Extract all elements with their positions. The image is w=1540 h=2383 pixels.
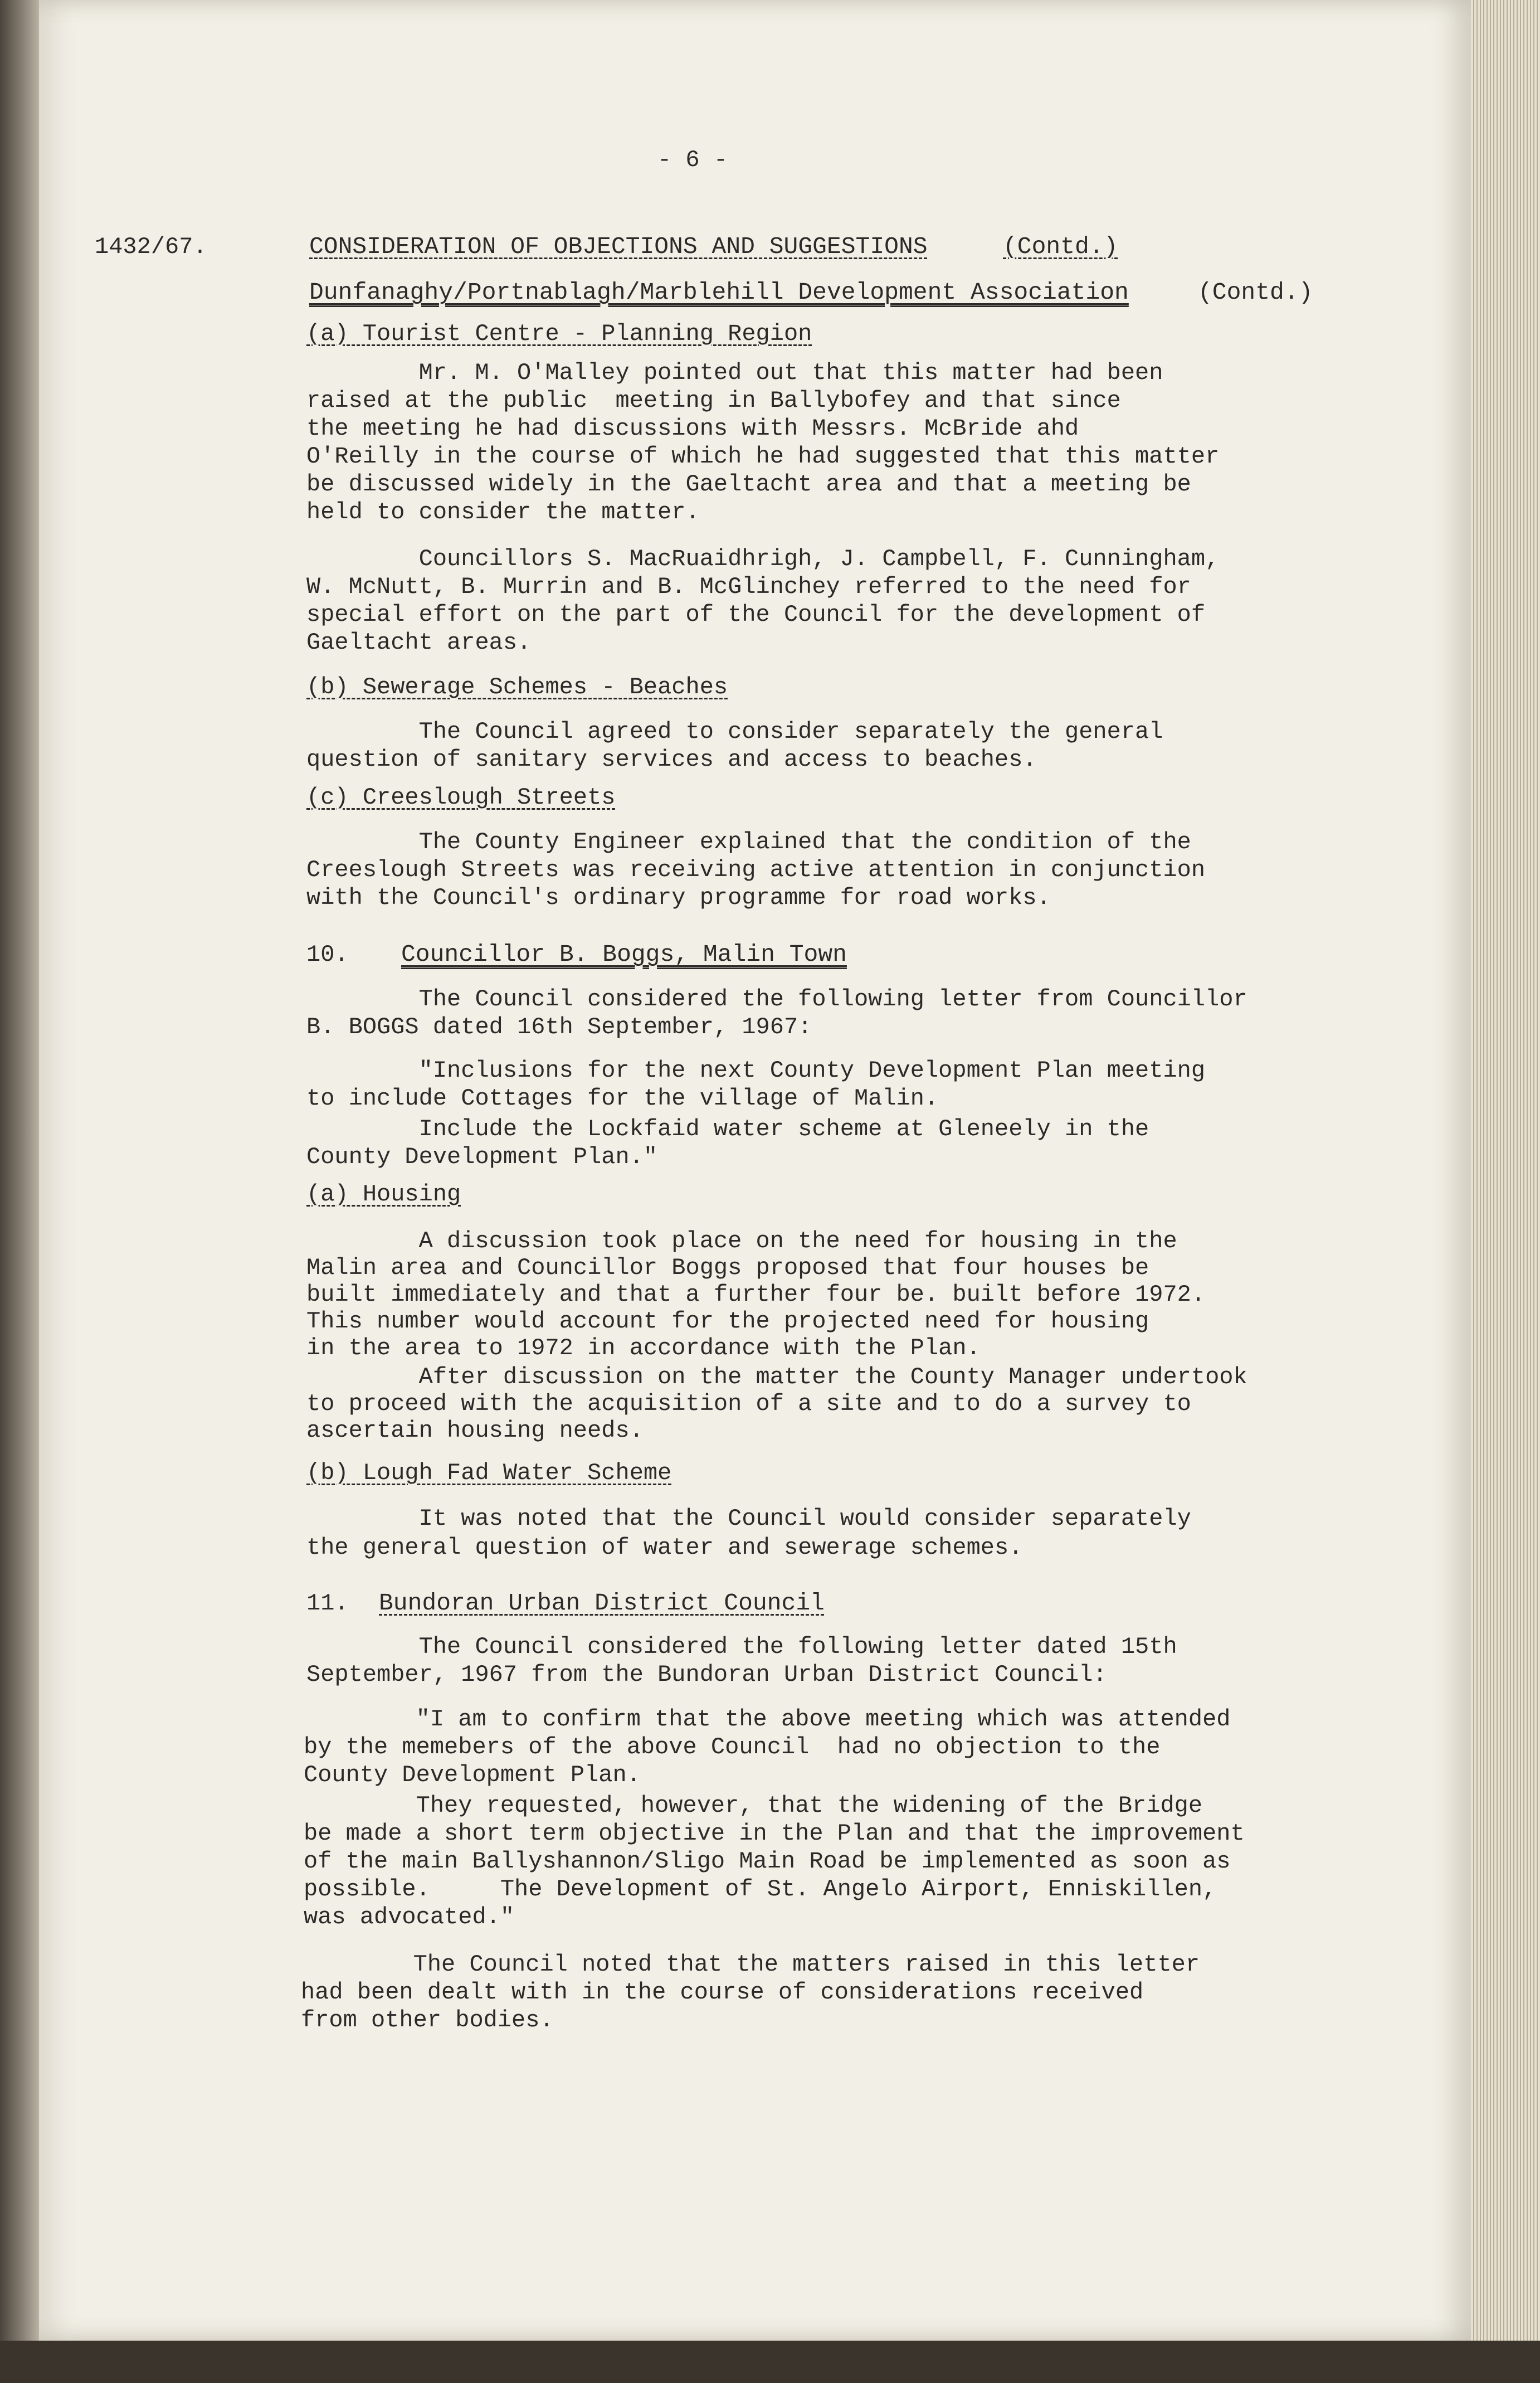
text-line: W. McNutt, B. Murrin and B. McGlinchey referred to the need for <box>306 573 1191 600</box>
text-line: O'Reilly in the course of which he had suggested that this matter <box>306 443 1220 470</box>
text-line: Councillors S. MacRuaidhrigh, J. Campbell, F. Cunningham, <box>306 546 1220 572</box>
text-line: the general question of water and sewerage schemes. <box>306 1534 1023 1561</box>
text-line: Creeslough Streets was receiving active attention in conjunction <box>306 857 1206 883</box>
book-bottom <box>0 2341 1540 2383</box>
section-c-heading: (c) Creeslough Streets <box>306 784 616 811</box>
text-line: had been dealt with in the course of considerations received <box>301 1979 1144 2006</box>
item-11-heading: Bundoran Urban District Council <box>379 1589 825 1617</box>
text-line: with the Council's ordinary programme for road works. <box>306 884 1051 911</box>
text-line: The Council considered the following letter from Councillor <box>306 986 1247 1013</box>
text-line: September, 1967 from the Bundoran Urban District Council: <box>306 1661 1107 1688</box>
text-line: question of sanitary services and access to beaches. <box>306 746 1037 773</box>
text-line: Include the Lockfaid water scheme at Gleneely in the <box>306 1116 1149 1142</box>
text-line: of the main Ballyshannon/Sligo Main Road be implemented as soon as <box>304 1848 1231 1875</box>
book-spine <box>0 0 39 2383</box>
text-line: ascertain housing needs. <box>306 1417 644 1444</box>
text-line: "Inclusions for the next County Development Plan meeting <box>306 1057 1206 1084</box>
item-10-heading: Councillor B. Boggs, Malin Town <box>401 941 847 968</box>
subtitle: Dunfanaghy/Portnablagh/Marblehill Development Association <box>309 279 1129 306</box>
text-line: built immediately and that a further four be. built before 1972. <box>306 1281 1206 1308</box>
text-line: to proceed with the acquisition of a site and to do a survey to <box>306 1390 1191 1417</box>
text-line: was advocated." <box>304 1904 515 1930</box>
text-line: Gaeltacht areas. <box>306 629 532 656</box>
text-line: be discussed widely in the Gaeltacht area and that a meeting be <box>306 471 1191 498</box>
text-line: in the area to 1972 in accordance with the Plan. <box>306 1335 981 1361</box>
minute-reference: 1432/67. <box>95 234 207 260</box>
text-line: After discussion on the matter the County Manager undertook <box>306 1364 1247 1390</box>
section-a-heading: (a) Tourist Centre - Planning Region <box>306 320 812 347</box>
text-line: be made a short term objective in the Plan and that the improvement <box>304 1820 1245 1847</box>
text-line: the meeting he had discussions with Messrs. McBride ahd <box>306 415 1079 442</box>
text-line: County Development Plan. <box>304 1762 641 1788</box>
text-line: held to consider the matter. <box>306 499 700 526</box>
text-line: The Council considered the following letter dated 15th <box>306 1633 1177 1660</box>
text-line: They requested, however, that the widening of the Bridge <box>304 1792 1203 1819</box>
text-line: raised at the public meeting in Ballybofey and that since <box>306 387 1121 414</box>
text-line: from other bodies. <box>301 2007 554 2034</box>
text-line: "I am to confirm that the above meeting which was attended <box>304 1706 1231 1733</box>
page-number: - 6 - <box>657 147 728 173</box>
main-title-contd: (Contd.) <box>1003 233 1118 260</box>
text-line: County Development Plan." <box>306 1144 658 1170</box>
text-line: to include Cottages for the village of Malin. <box>306 1085 939 1112</box>
housing-heading: (a) Housing <box>306 1181 461 1208</box>
text-line: B. BOGGS dated 16th September, 1967: <box>306 1014 812 1040</box>
item-11-number: 11. <box>306 1590 349 1617</box>
text-line: special effort on the part of the Council for the development of <box>306 601 1206 628</box>
water-heading: (b) Lough Fad Water Scheme <box>306 1460 672 1486</box>
text-line: by the memebers of the above Council had no objection to the <box>304 1734 1161 1760</box>
text-line: Malin area and Councillor Boggs proposed that four houses be <box>306 1254 1149 1281</box>
subtitle-contd: (Contd.) <box>1198 279 1313 306</box>
text-line: possible. The Development of St. Angelo Airport, Enniskillen, <box>304 1876 1217 1903</box>
text-line: This number would account for the projected need for housing <box>306 1308 1149 1335</box>
section-b-heading: (b) Sewerage Schemes - Beaches <box>306 674 728 701</box>
text-line: A discussion took place on the need for housing in the <box>306 1228 1177 1254</box>
text-line: The Council agreed to consider separately the general <box>306 718 1163 745</box>
text-line: It was noted that the Council would consider separately <box>306 1505 1191 1532</box>
text-line: The County Engineer explained that the condition of the <box>306 829 1191 855</box>
page-edges <box>1471 0 1540 2383</box>
item-10-number: 10. <box>306 941 349 968</box>
text-line: Mr. M. O'Malley pointed out that this matter had been <box>306 359 1163 386</box>
main-title: CONSIDERATION OF OBJECTIONS AND SUGGESTIONS <box>309 233 928 260</box>
text-line: The Council noted that the matters raised in this letter <box>301 1951 1200 1978</box>
